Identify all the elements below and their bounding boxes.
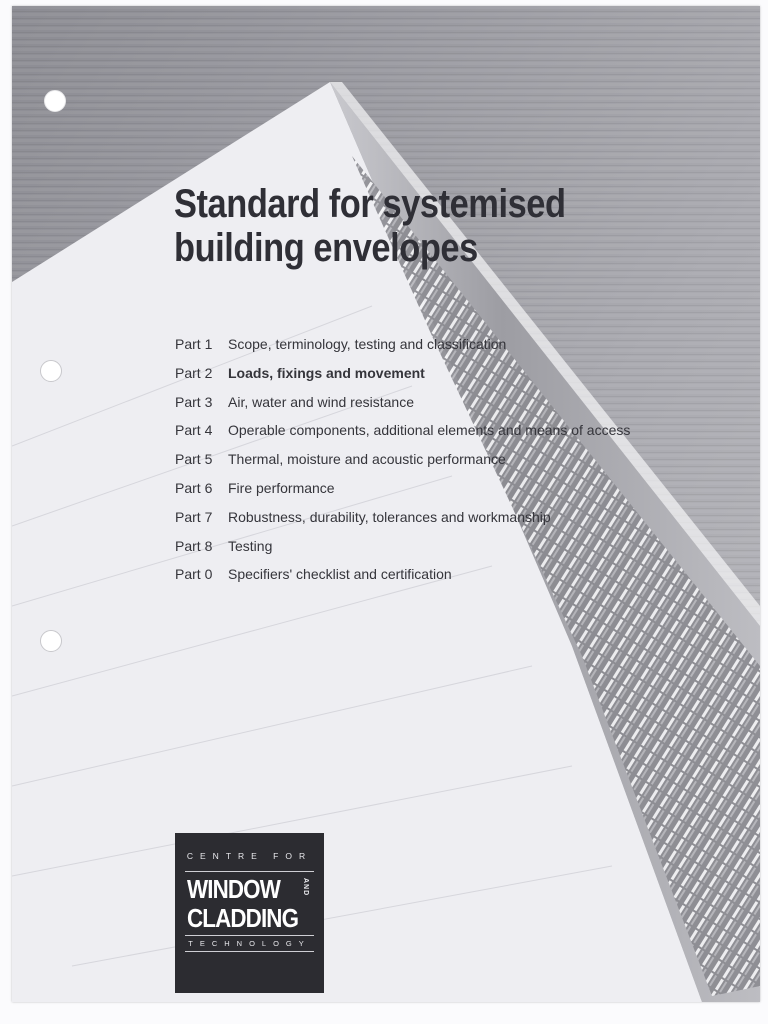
list-item: [175, 394, 630, 423]
list-item: [175, 566, 630, 595]
part-description: Operable components, additional elements and means of access: [228, 422, 631, 439]
part-description: Air, water and wind resistance: [228, 393, 414, 410]
part-description: Loads, fixings and movement: [228, 364, 425, 381]
logo-divider: [185, 871, 314, 872]
logo-window: WINDOW: [187, 874, 280, 904]
part-number: Part 1: [175, 336, 213, 352]
part-description: Specifiers' checklist and certification: [228, 566, 452, 583]
title-line-2: building envelopes: [174, 226, 478, 270]
logo-and: AND: [302, 878, 309, 897]
title-line-1: Standard for systemised: [174, 182, 566, 226]
cover-page: [12, 6, 760, 1002]
part-number: Part 7: [175, 508, 213, 525]
part-number: Part 2: [175, 364, 213, 381]
logo-centre-for: CENTRE FOR: [186, 851, 313, 861]
part-description: Fire performance: [228, 479, 335, 496]
list-item: [175, 451, 630, 480]
document-title: [174, 182, 566, 270]
part-number: Part 0: [175, 566, 213, 583]
part-number: Part 4: [175, 422, 213, 439]
part-number: Part 3: [175, 393, 213, 410]
part-description: Robustness, durability, tolerances and workmanship: [228, 508, 551, 525]
logo-divider: [185, 935, 314, 936]
part-number: Part 8: [175, 537, 213, 554]
part-number: Part 6: [175, 479, 213, 496]
list-item: [175, 422, 630, 451]
logo-divider: [185, 951, 314, 952]
part-description: Thermal, moisture and acoustic performance: [228, 451, 506, 468]
part-description: Testing: [228, 537, 273, 554]
logo-technology: TECHNOLOGY: [188, 939, 311, 948]
list-item: [175, 336, 630, 365]
parts-list: [175, 336, 630, 595]
list-item: [175, 509, 630, 538]
punch-hole: [40, 360, 62, 382]
cwct-logo: [175, 833, 324, 993]
list-item: [175, 365, 630, 394]
list-item: [175, 538, 630, 567]
logo-cladding: CLADDING: [187, 903, 299, 933]
part-description: Scope, terminology, testing and classification: [228, 336, 507, 352]
part-number: Part 5: [175, 451, 213, 468]
punch-hole: [40, 630, 62, 652]
list-item: [175, 480, 630, 509]
punch-hole: [44, 90, 66, 112]
